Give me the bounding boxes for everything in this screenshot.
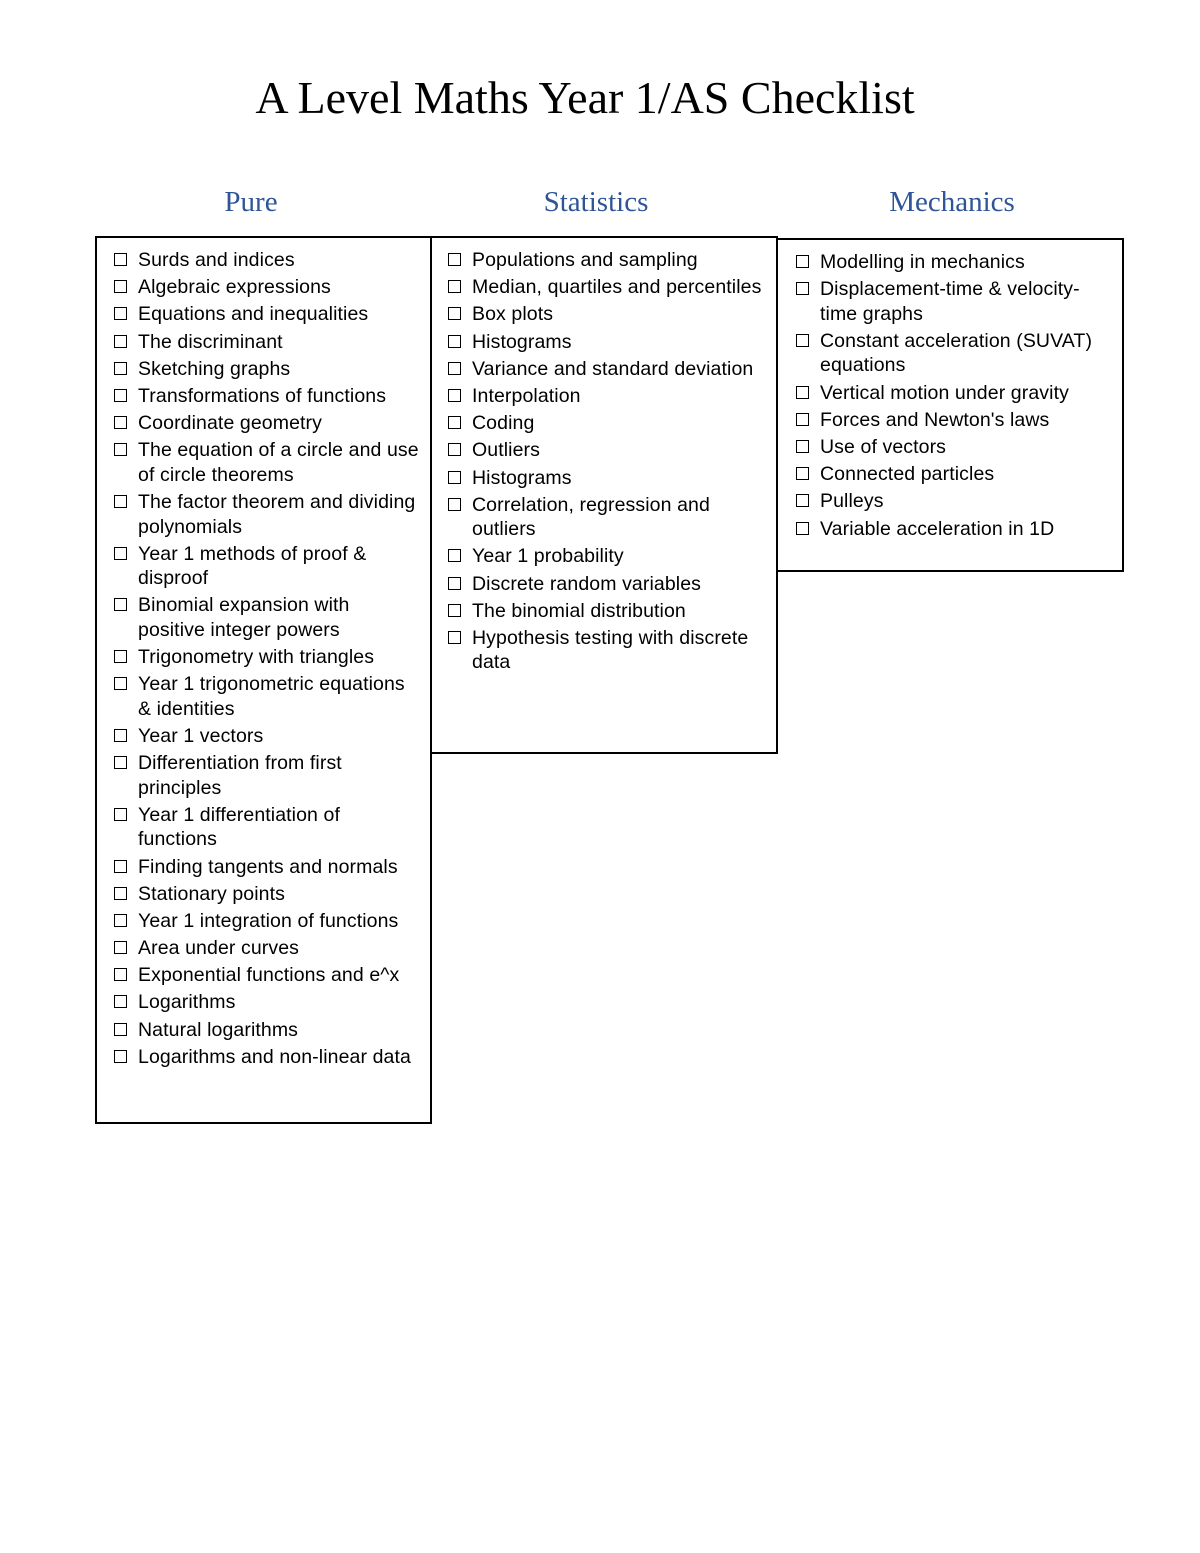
checklist-item bbox=[113, 330, 420, 355]
checklist-item bbox=[795, 329, 1112, 378]
checklist-item-label: Year 1 integration of functions bbox=[138, 909, 399, 932]
page-title: A Level Maths Year 1/AS Checklist bbox=[255, 72, 915, 123]
checklist-item-label: Surds and indices bbox=[138, 249, 295, 271]
checklist-item bbox=[113, 990, 420, 1015]
checklist-item-label: Coordinate geometry bbox=[138, 412, 322, 435]
checklist-item bbox=[447, 275, 766, 300]
checklist-item bbox=[113, 936, 420, 961]
checklist-item-label: Transformations of functions bbox=[138, 384, 387, 407]
checkbox[interactable] bbox=[114, 443, 127, 456]
checklist-item bbox=[447, 411, 766, 436]
checkbox[interactable] bbox=[114, 547, 127, 560]
checklist-item bbox=[113, 882, 420, 907]
checkbox[interactable] bbox=[448, 335, 461, 348]
checklist-item-label: Constant acceleration (SUVAT) equations bbox=[820, 329, 1093, 377]
checklist-item-label: Year 1 vectors bbox=[138, 724, 264, 747]
checkbox[interactable] bbox=[114, 307, 127, 320]
checkbox[interactable] bbox=[114, 1050, 127, 1063]
checklist-item-label: Year 1 trigonometric equations & identities bbox=[138, 673, 405, 720]
checkbox[interactable] bbox=[114, 677, 127, 690]
checkbox[interactable] bbox=[114, 335, 127, 348]
checkbox[interactable] bbox=[796, 255, 809, 268]
checklist-item bbox=[113, 751, 420, 800]
checklist-item-label: Stationary points bbox=[138, 882, 285, 905]
checkbox[interactable] bbox=[114, 416, 127, 429]
checkbox[interactable] bbox=[448, 443, 461, 456]
checkbox[interactable] bbox=[114, 995, 127, 1008]
statistics-checklist bbox=[447, 248, 766, 675]
checklist-item-label: Year 1 methods of proof & disproof bbox=[138, 542, 367, 590]
checkbox[interactable] bbox=[114, 650, 127, 663]
checklist-item bbox=[113, 672, 420, 721]
checklist-item bbox=[113, 593, 420, 642]
checkbox[interactable] bbox=[448, 416, 461, 429]
checklist-item bbox=[447, 599, 766, 624]
checkbox[interactable] bbox=[448, 362, 461, 375]
checklist-item bbox=[447, 466, 766, 491]
checklist-item-label: Modelling in mechanics bbox=[820, 251, 1025, 273]
checklist-item-label: Equations and inequalities bbox=[138, 303, 369, 326]
pure-checklist bbox=[113, 248, 420, 1069]
checkbox[interactable] bbox=[114, 887, 127, 900]
checklist-item bbox=[447, 626, 766, 675]
checklist-item bbox=[795, 462, 1112, 487]
checklist-item-label: Displacement-time & velocity-time graphs bbox=[820, 278, 1080, 325]
checklist-item bbox=[447, 572, 766, 597]
checklist-item-label: Pulleys bbox=[820, 490, 884, 513]
checkbox[interactable] bbox=[796, 494, 809, 507]
checkbox[interactable] bbox=[448, 307, 461, 320]
checkbox[interactable] bbox=[796, 413, 809, 426]
checklist-item bbox=[113, 909, 420, 934]
checklist-item-label: Histograms bbox=[472, 330, 572, 353]
checklist-item bbox=[113, 724, 420, 749]
checklist-item bbox=[795, 277, 1112, 326]
checklist-item bbox=[113, 855, 420, 880]
checkbox[interactable] bbox=[114, 808, 127, 821]
checkbox[interactable] bbox=[796, 467, 809, 480]
checklist-item bbox=[113, 645, 420, 670]
checklist-item-label: Algebraic expressions bbox=[138, 276, 331, 299]
pure-heading: Pure bbox=[224, 186, 278, 218]
checkbox[interactable] bbox=[114, 914, 127, 927]
checklist-item bbox=[447, 438, 766, 463]
checklist-item bbox=[447, 384, 766, 409]
checklist-item bbox=[795, 408, 1112, 433]
checklist-item-label: Logarithms bbox=[138, 991, 236, 1014]
checkbox[interactable] bbox=[448, 471, 461, 484]
checklist-item-label: Natural logarithms bbox=[138, 1018, 299, 1041]
checklist-item bbox=[447, 493, 766, 542]
checklist-item-label: Differentiation from first principles bbox=[138, 752, 342, 799]
checklist-item bbox=[113, 357, 420, 382]
checkbox[interactable] bbox=[448, 280, 461, 293]
mechanics-checklist-box bbox=[776, 238, 1124, 572]
checklist-item bbox=[113, 1018, 420, 1043]
checkbox[interactable] bbox=[796, 386, 809, 399]
checklist-item-label: Median, quartiles and percentiles bbox=[472, 276, 762, 299]
checklist-item-label: Exponential functions and e^x bbox=[138, 964, 400, 987]
checkbox[interactable] bbox=[114, 389, 127, 402]
checklist-item bbox=[795, 250, 1112, 275]
checkbox[interactable] bbox=[448, 389, 461, 402]
checklist-item-label: Outliers bbox=[472, 439, 540, 462]
checkbox[interactable] bbox=[448, 631, 461, 644]
checklist-item bbox=[447, 357, 766, 382]
checkbox[interactable] bbox=[114, 729, 127, 742]
checklist-item-label: The binomial distribution bbox=[472, 599, 686, 622]
checklist-item-label: The factor theorem and dividing polynomials bbox=[138, 491, 416, 538]
checklist-item-label: Year 1 probability bbox=[472, 545, 624, 568]
checklist-item-label: Hypothesis testing with discrete data bbox=[472, 626, 749, 674]
checklist-item-label: Variable acceleration in 1D bbox=[820, 517, 1055, 540]
pure-checklist-box bbox=[95, 236, 432, 1124]
checklist-item-label: Forces and Newton's laws bbox=[820, 408, 1050, 431]
checkbox[interactable] bbox=[114, 968, 127, 981]
checklist-item-label: Logarithms and non-linear data bbox=[138, 1045, 411, 1068]
checklist-item-label: Variance and standard deviation bbox=[472, 357, 754, 380]
checklist-item-label: The equation of a circle and use of circle theorems bbox=[138, 439, 419, 486]
checkbox[interactable] bbox=[114, 860, 127, 873]
checkbox[interactable] bbox=[114, 941, 127, 954]
checklist-item bbox=[113, 275, 420, 300]
checkbox[interactable] bbox=[448, 604, 461, 617]
checklist-item bbox=[795, 489, 1112, 514]
checklist-item bbox=[113, 490, 420, 539]
checkbox[interactable] bbox=[114, 1023, 127, 1036]
checklist-item-label: Use of vectors bbox=[820, 435, 947, 458]
checklist-item-label: Finding tangents and normals bbox=[138, 855, 398, 878]
mechanics-checklist bbox=[795, 250, 1112, 541]
checkbox[interactable] bbox=[448, 549, 461, 562]
checklist-item-label: Sketching graphs bbox=[138, 357, 291, 380]
checkbox[interactable] bbox=[114, 598, 127, 611]
checklist-item bbox=[447, 544, 766, 569]
checklist-item-label: Binomial expansion with positive integer powers bbox=[138, 594, 350, 641]
checklist-item bbox=[113, 302, 420, 327]
checklist-item-label: Vertical motion under gravity bbox=[820, 381, 1069, 404]
statistics-heading: Statistics bbox=[543, 186, 649, 218]
checklist-item-label: Area under curves bbox=[138, 937, 300, 960]
checklist-item-label: Year 1 differentiation of functions bbox=[138, 803, 340, 851]
checklist-item bbox=[113, 963, 420, 988]
checkbox[interactable] bbox=[114, 362, 127, 375]
checkbox[interactable] bbox=[796, 282, 809, 295]
checkbox[interactable] bbox=[796, 522, 809, 535]
checklist-item bbox=[447, 248, 766, 273]
checklist-item bbox=[113, 248, 420, 273]
checklist-item-label: The discriminant bbox=[138, 330, 283, 353]
checklist-item bbox=[795, 381, 1112, 406]
checklist-item bbox=[113, 384, 420, 409]
checklist-item bbox=[113, 803, 420, 852]
checklist-item-label: Correlation, regression and outliers bbox=[472, 493, 710, 541]
checklist-item-label: Interpolation bbox=[472, 384, 581, 407]
checklist-item bbox=[113, 1045, 420, 1070]
checkbox[interactable] bbox=[114, 280, 127, 293]
checkbox[interactable] bbox=[448, 498, 461, 511]
checklist-item bbox=[113, 542, 420, 591]
checkbox[interactable] bbox=[448, 253, 461, 266]
checkbox[interactable] bbox=[114, 253, 127, 266]
checkbox[interactable] bbox=[448, 577, 461, 590]
checklist-item bbox=[795, 517, 1112, 542]
checklist-item-label: Box plots bbox=[472, 303, 554, 326]
mechanics-heading: Mechanics bbox=[889, 186, 1015, 218]
checklist-item bbox=[447, 330, 766, 355]
checklist-item bbox=[795, 435, 1112, 460]
checklist-item-label: Discrete random variables bbox=[472, 572, 702, 595]
checklist-item-label: Populations and sampling bbox=[472, 249, 698, 271]
checklist-item bbox=[113, 411, 420, 436]
checklist-item bbox=[447, 302, 766, 327]
checkbox[interactable] bbox=[796, 440, 809, 453]
checklist-item-label: Trigonometry with triangles bbox=[138, 646, 375, 669]
checklist-item-label: Connected particles bbox=[820, 463, 995, 486]
statistics-checklist-box bbox=[430, 236, 778, 754]
checklist-item bbox=[113, 438, 420, 487]
checkbox[interactable] bbox=[114, 495, 127, 508]
checklist-item-label: Coding bbox=[472, 412, 535, 435]
checklist-item-label: Histograms bbox=[472, 466, 572, 489]
checkbox[interactable] bbox=[796, 334, 809, 347]
checkbox[interactable] bbox=[114, 756, 127, 769]
